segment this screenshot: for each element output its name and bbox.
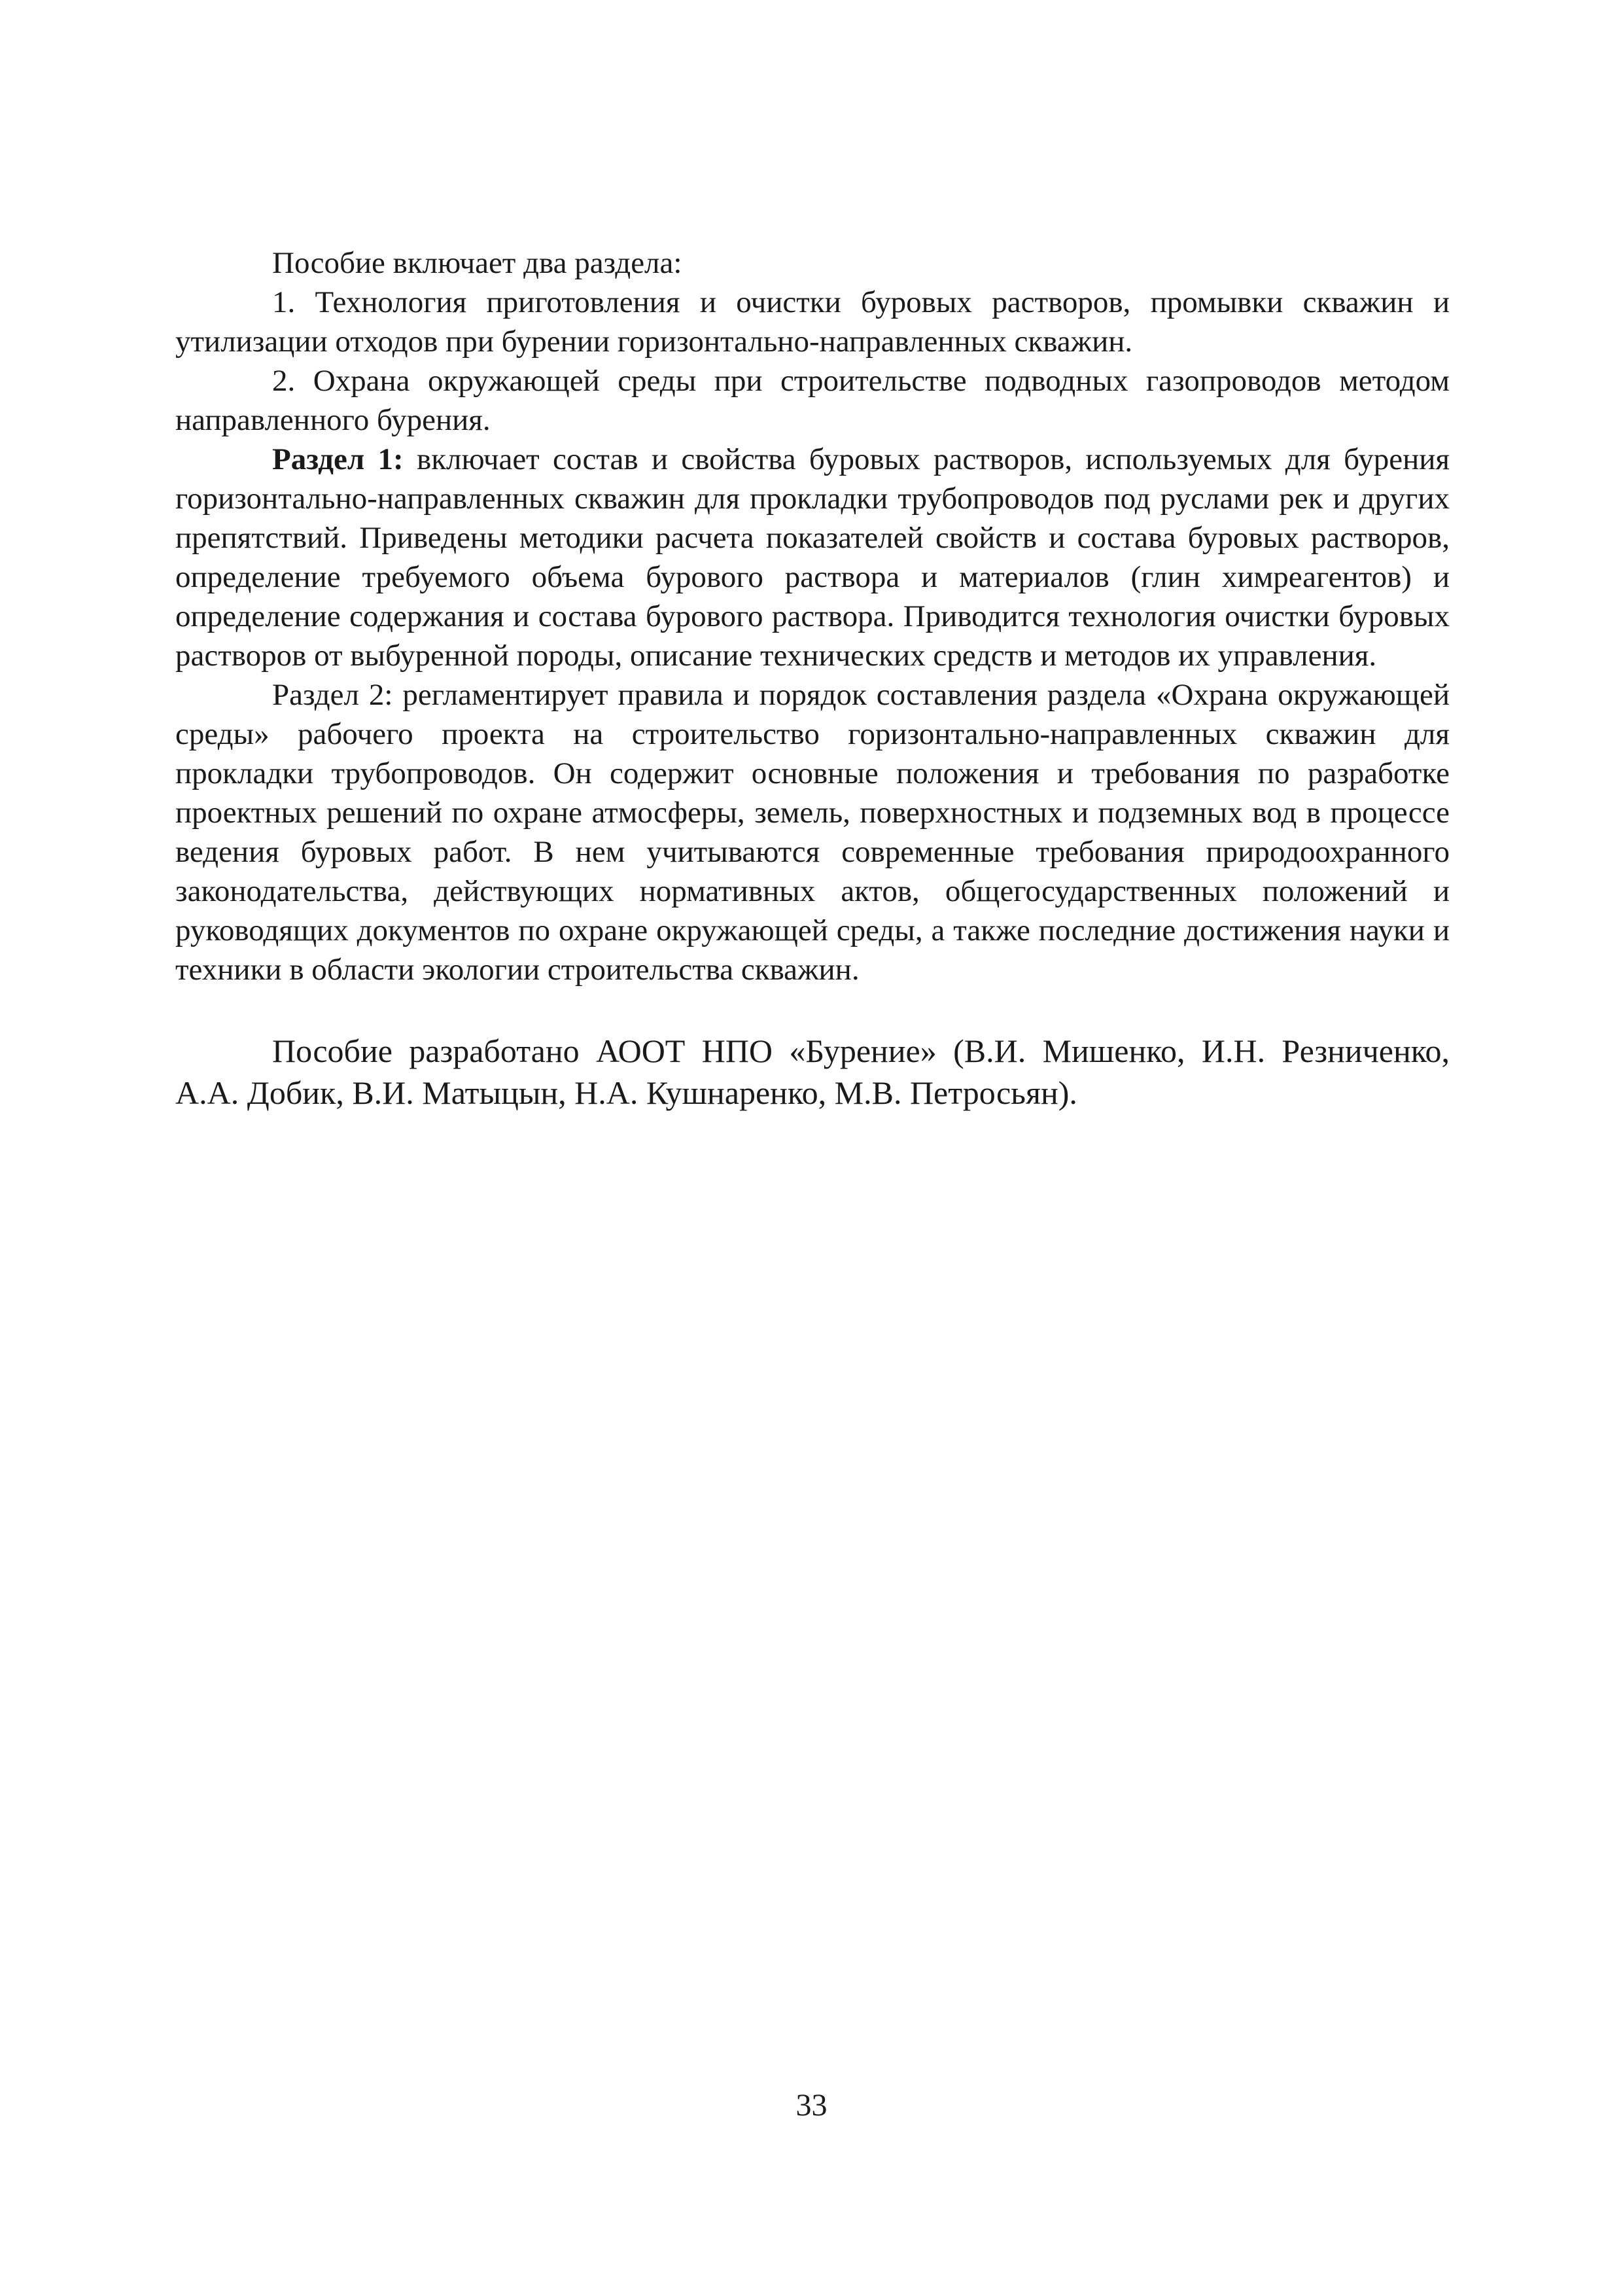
document-body <box>175 243 1450 1114</box>
page-number: 33 <box>795 2088 828 2123</box>
section-1-paragraph <box>175 440 1450 675</box>
section-1-text: включает состав и свойства буровых растворов, используемых для бурения горизонтально-направленных скважин для прокладки трубопроводов под руслами рек и других препятствий. Приведены методики расчета показателей свойств и состава буровых растворов, определение требуемого объема бурового раствора и материалов (глин химреагентов) и определение содержания и состава бурового раствора. Приводится технология очистки буровых растворов от выбуренной породы, описание технических средств и методов их управления. <box>175 442 1450 673</box>
section-2-paragraph: Раздел 2: регламентирует правила и порядок составления раздела «Охрана окружающей среды» рабочего проекта на строительство горизонтально-направленных скважин для прокладки трубопроводов. Он содержит основные положения и требования по разработке проектных решений по охране атмосферы, земель, поверхностных и подземных вод в процессе ведения буровых работ. В нем учитываются современные требования природоохранного законодательства, действующих нормативных актов, общегосударственных положений и руководящих документов по охране окружающей среды, а также последние достижения науки и техники в области экологии строительства скважин. <box>175 678 1450 987</box>
list-item: 1. Технология приготовления и очистки буровых растворов, промывки скважин и утилизации отходов при бурении горизонтально-направленных скважин. <box>175 285 1450 359</box>
credits-paragraph: Пособие разработано АООТ НПО «Бурение» (В.И. Мишенко, И.Н. Резниченко, А.А. Добик, В.И. Матыцын, Н.А. Кушнаренко, М.В. Петросьян). <box>175 1033 1450 1111</box>
intro-paragraph: Пособие включает два раздела: <box>272 246 682 280</box>
section-1-label: Раздел 1: <box>272 442 404 476</box>
list-item: 2. Охрана окружающей среды при строительстве подводных газопроводов методом направленного бурения. <box>175 364 1450 437</box>
